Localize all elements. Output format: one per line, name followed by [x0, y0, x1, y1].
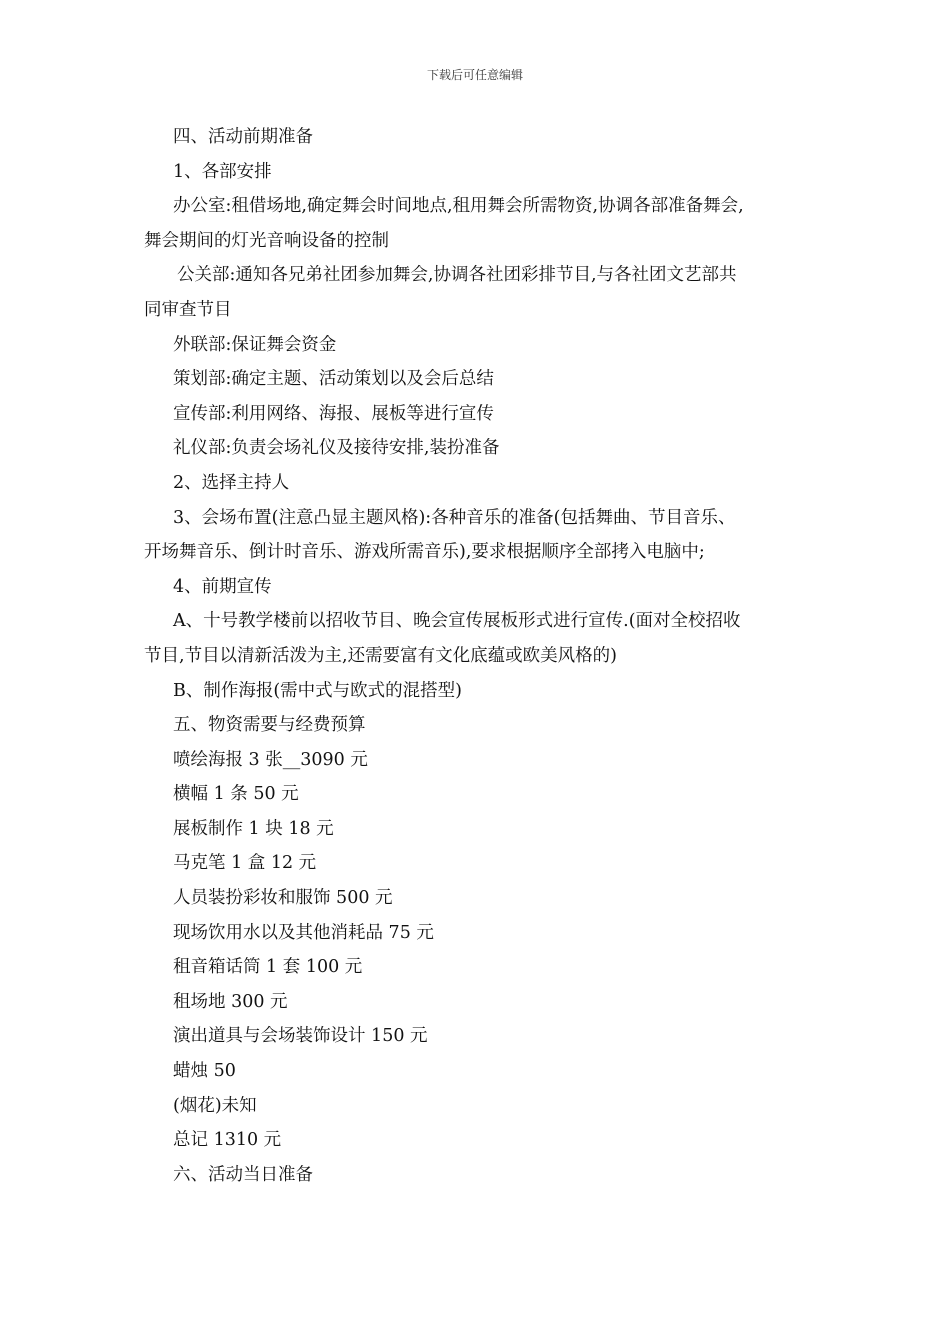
budget-item: 人员装扮彩妆和服饰 500 元: [173, 888, 393, 909]
item-2-title: 2、选择主持人: [173, 472, 290, 493]
budget-total: 总记 1310 元: [173, 1130, 282, 1151]
external-duties: 外联部:保证舞会资金: [173, 334, 337, 355]
budget-item: 演出道具与会场装饰设计 150 元: [173, 1026, 428, 1047]
planning-duties: 策划部:确定主题、活动策划以及会后总结: [173, 369, 494, 390]
budget-item: 喷绘海报 3 张__3090 元: [173, 749, 368, 770]
section-6-title: 六、活动当日准备: [173, 1164, 313, 1185]
budget-item: 租音箱话筒 1 套 100 元: [173, 957, 363, 978]
promo-a-line-2: 节目,节目以清新活泼为主,还需要富有文化底蕴或欧美风格的): [144, 645, 617, 666]
budget-item: 横幅 1 条 50 元: [173, 784, 299, 805]
pr-duties-line-1: 公关部:通知各兄弟社团参加舞会,协调各社团彩排节目,与各社团文艺部共: [177, 265, 737, 286]
budget-item: 蜡烛 50: [173, 1061, 236, 1082]
office-duties-line-1: 办公室:租借场地,确定舞会时间地点,租用舞会所需物资,协调各部准备舞会,: [173, 196, 744, 217]
section-4-title: 四、活动前期准备: [173, 127, 313, 147]
office-duties-line-2: 舞会期间的灯光音响设备的控制: [144, 230, 389, 251]
header-note: 下载后可任意编辑: [426, 68, 523, 82]
pr-duties-line-2: 同审查节目: [144, 299, 232, 320]
item-4-title: 4、前期宣传: [173, 576, 272, 597]
promo-a-line-1: A、十号教学楼前以招收节目、晚会宣传展板形式进行宣传.(面对全校招收: [173, 611, 741, 632]
budget-item: 展板制作 1 块 18 元: [173, 818, 334, 839]
section-5-title: 五、物资需要与经费预算: [173, 715, 366, 736]
budget-item: 马克笔 1 盒 12 元: [173, 853, 317, 874]
etiquette-duties: 礼仪部:负责会场礼仪及接待安排,装扮准备: [173, 438, 500, 459]
budget-item: (烟花)未知: [173, 1095, 257, 1116]
document-body: [144, 120, 814, 1192]
promo-b: B、制作海报(需中式与欧式的混搭型): [173, 680, 463, 701]
item-1-title: 1、各部安排: [173, 161, 272, 182]
venue-setup-line-1: 3、会场布置(注意凸显主题风格):各种音乐的准备(包括舞曲、节目音乐、: [173, 507, 736, 528]
venue-setup-line-2: 开场舞音乐、倒计时音乐、游戏所需音乐),要求根据顺序全部拷入电脑中;: [144, 542, 705, 563]
publicity-duties: 宣传部:利用网络、海报、展板等进行宣传: [173, 403, 494, 424]
budget-item: 租场地 300 元: [173, 991, 288, 1012]
budget-item: 现场饮用水以及其他消耗品 75 元: [173, 922, 434, 943]
